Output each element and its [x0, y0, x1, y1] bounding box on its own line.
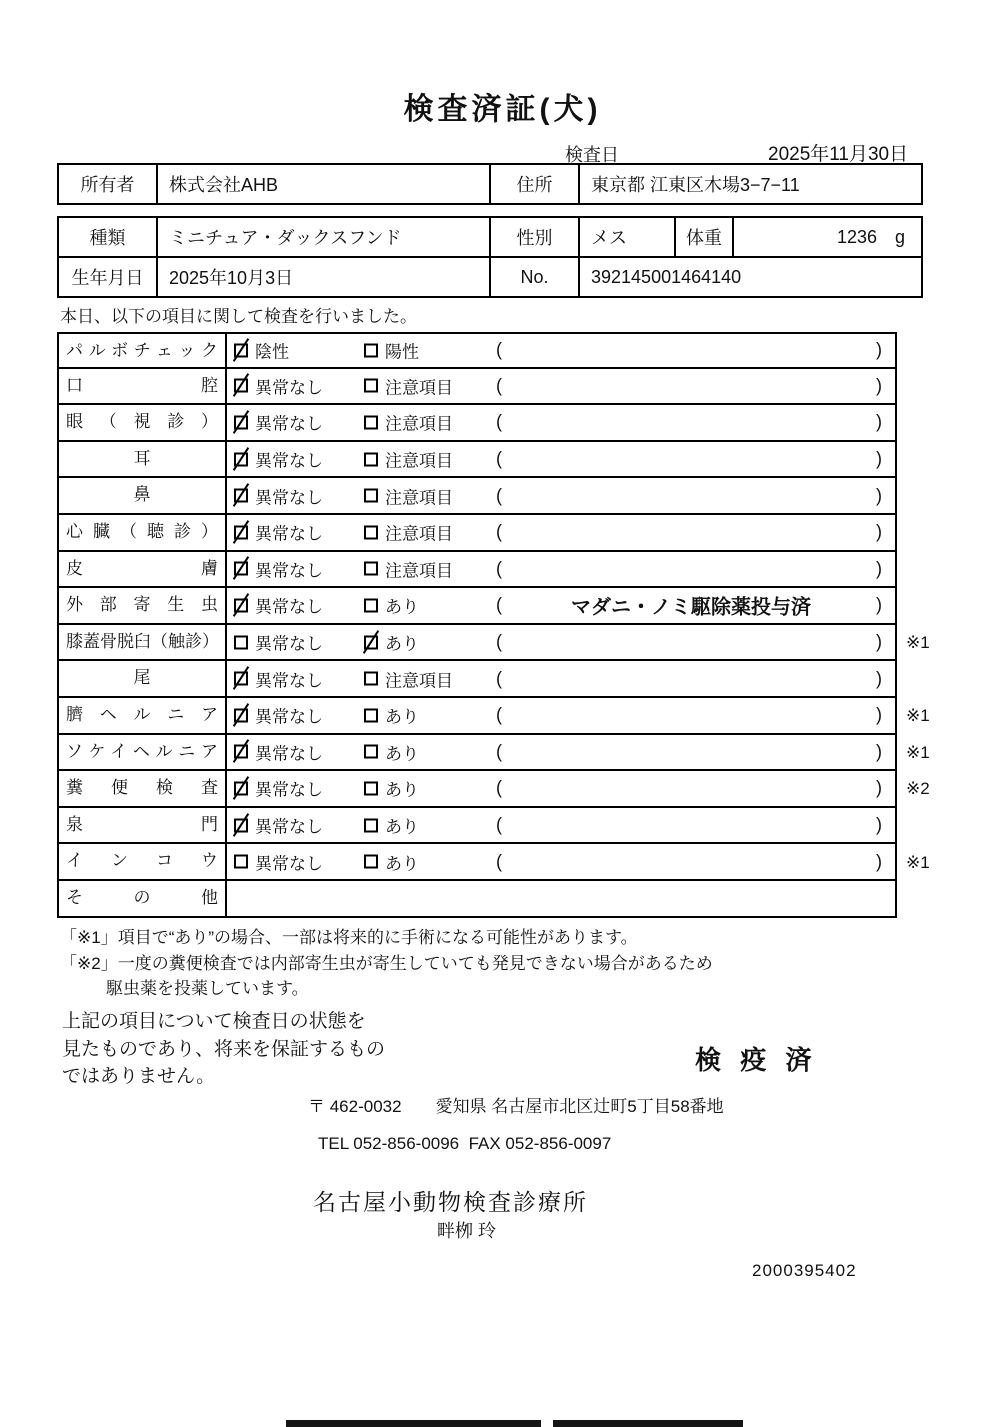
footnote-marker — [897, 588, 955, 625]
inspection-row-options — [227, 369, 897, 406]
footnote-marker — [897, 405, 955, 442]
option-2-label: あり — [385, 597, 419, 617]
inspection-item-label: 皮 膚 — [57, 552, 227, 589]
checkbox-icon — [364, 781, 378, 795]
paren-open: ( — [496, 668, 502, 689]
inspection-row — [57, 369, 955, 406]
option-1 — [234, 556, 323, 581]
option-2-label: あり — [385, 634, 419, 654]
option-1 — [234, 703, 323, 728]
option-2-label: あり — [385, 854, 419, 874]
paren-open: ( — [496, 741, 502, 762]
option-1-label: 異常なし — [255, 524, 323, 544]
checkbox-icon — [234, 781, 248, 795]
option-1 — [234, 849, 323, 874]
vet-name: 畔栁 玲 — [437, 1221, 497, 1241]
inspection-item-label: 心 臓 （ 聴 診 ） — [57, 515, 227, 552]
inspection-row — [57, 735, 955, 772]
clinic-tel-fax: TEL 052-856-0096 FAX 052-856-0097 — [318, 1134, 612, 1153]
paren-close: ) — [876, 558, 882, 579]
inspection-rows — [57, 332, 955, 918]
disclaimer-line-3: ではありません。 — [62, 1066, 216, 1087]
option-1-label: 異常なし — [255, 488, 323, 508]
option-2-label: あり — [385, 817, 419, 837]
option-1 — [234, 813, 323, 838]
footnote-2-cont: 駆虫薬を投薬しています。 — [106, 979, 309, 998]
option-1-label: 異常なし — [255, 671, 323, 691]
inspection-row-options — [227, 881, 897, 918]
checkbox-icon — [364, 489, 378, 503]
checkbox-icon — [234, 562, 248, 576]
footnote-marker — [897, 478, 955, 515]
id-number-label: No. — [489, 258, 578, 296]
inspection-item-label: イ ン コ ウ — [57, 844, 227, 881]
paren-open: ( — [496, 777, 502, 798]
paren-open: ( — [496, 411, 502, 432]
option-2-label: 陽性 — [385, 342, 419, 362]
option-1 — [234, 776, 323, 801]
inspection-row — [57, 442, 955, 479]
inspection-item-label: 眼 （ 視 診 ） — [57, 405, 227, 442]
paren-close: ) — [876, 851, 882, 872]
inspection-row-options — [227, 661, 897, 698]
option-1 — [234, 630, 323, 655]
option-2 — [364, 630, 419, 655]
checkbox-icon — [234, 598, 248, 612]
disclaimer-line-1: 上記の項目について検査日の状態を — [62, 1011, 366, 1032]
checkbox-icon — [234, 525, 248, 539]
paren-open: ( — [496, 558, 502, 579]
serial-number: 2000395402 — [752, 1261, 857, 1280]
paren-close: ) — [876, 814, 882, 835]
paren-close: ) — [876, 339, 882, 360]
checkbox-icon — [364, 452, 378, 466]
option-1 — [234, 447, 323, 472]
footnote-marker — [897, 552, 955, 589]
paren-close: ) — [876, 594, 882, 615]
pet-info-row-2 — [59, 256, 921, 296]
clinic-address: 〒 462-0032 愛知県 名古屋市北区辻町5丁目58番地 — [308, 1097, 724, 1116]
address-label: 住所 — [489, 165, 578, 203]
clinic-name: 名古屋小動物検査診療所 — [313, 1189, 588, 1215]
option-2 — [364, 373, 453, 398]
footnote-marker — [897, 661, 955, 698]
option-2 — [364, 520, 453, 545]
checkbox-icon — [364, 525, 378, 539]
option-2-label: あり — [385, 780, 419, 800]
option-1-label: 異常なし — [255, 597, 323, 617]
inspection-row — [57, 881, 955, 918]
paren-close: ) — [876, 741, 882, 762]
checkbox-icon — [364, 343, 378, 357]
inspection-item-label: そ の 他 — [57, 881, 227, 918]
footnote-marker — [897, 369, 955, 406]
inspection-row — [57, 844, 955, 881]
checkbox-icon — [364, 415, 378, 429]
option-2-label: 注意項目 — [385, 414, 453, 434]
paren-open: ( — [496, 339, 502, 360]
checkbox-icon — [234, 452, 248, 466]
paren-close: ) — [876, 448, 882, 469]
breed-label: 種類 — [89, 228, 126, 248]
option-2-label: 注意項目 — [385, 524, 453, 544]
weight-unit: g — [894, 226, 905, 247]
checkbox-icon — [364, 598, 378, 612]
footnote-marker: ※1 — [906, 706, 930, 726]
inspection-row-options — [227, 808, 897, 845]
option-1 — [234, 593, 323, 618]
inspection-row-options — [227, 478, 897, 515]
option-1-label: 異常なし — [255, 744, 323, 764]
option-2 — [364, 410, 453, 435]
option-2 — [364, 739, 419, 764]
inspection-row-options — [227, 625, 897, 662]
paren-close: ) — [876, 704, 882, 725]
inspection-row-options — [227, 698, 897, 735]
option-1-label: 異常なし — [255, 378, 323, 398]
inspection-row — [57, 332, 955, 369]
option-2-label: 注意項目 — [385, 378, 453, 398]
checkbox-icon — [234, 343, 248, 357]
page-title: 検査済証(犬) — [403, 93, 602, 126]
checkbox-icon — [364, 672, 378, 686]
address-value: 東京都 江東区木場3−7−11 — [578, 165, 921, 203]
option-1-label: 異常なし — [255, 817, 323, 837]
paren-open: ( — [496, 448, 502, 469]
inspection-item-label: パルボチェック — [57, 332, 227, 369]
option-1-label: 異常なし — [255, 414, 323, 434]
paren-close: ) — [876, 375, 882, 396]
option-2-label: 注意項目 — [385, 671, 453, 691]
inspection-row-options — [227, 844, 897, 881]
option-2-label: 注意項目 — [385, 451, 453, 471]
option-1-label: 異常なし — [255, 451, 323, 471]
option-2 — [364, 703, 419, 728]
inspection-row — [57, 515, 955, 552]
weight-label: 体重 — [674, 218, 732, 256]
checkbox-icon — [364, 379, 378, 393]
option-1-label: 異常なし — [255, 707, 323, 727]
footnote-2: 「※2」一度の糞便検査では内部寄生虫が寄生していても発見できない場合があるため — [60, 953, 713, 973]
checkbox-icon — [364, 818, 378, 832]
scan-artifact-bar — [286, 1420, 541, 1427]
option-1-label: 異常なし — [255, 780, 323, 800]
option-2-label: あり — [385, 744, 419, 764]
footnotes — [60, 925, 713, 1002]
pet-info-row-1 — [59, 218, 921, 256]
exam-date-label: 検査日 — [565, 145, 619, 165]
inspection-row-options — [227, 771, 897, 808]
footnote-marker — [897, 881, 955, 918]
disclaimer — [62, 1008, 385, 1091]
checkbox-icon — [234, 635, 248, 649]
option-2 — [364, 849, 419, 874]
option-1-label: 異常なし — [255, 561, 323, 581]
inspection-item-label: 鼻 — [57, 478, 227, 515]
inspection-item-label: ソケイヘルニア — [57, 735, 227, 772]
checkbox-icon — [234, 489, 248, 503]
inspection-item-label: 尾 — [57, 661, 227, 698]
inspection-row — [57, 588, 955, 625]
checkbox-icon — [364, 562, 378, 576]
footnote-marker: ※1 — [906, 852, 930, 872]
option-1 — [234, 739, 323, 764]
inspection-row — [57, 808, 955, 845]
inspection-row-options — [227, 405, 897, 442]
option-2-label: あり — [385, 707, 419, 727]
footnote-marker: ※2 — [906, 779, 930, 799]
paren-open: ( — [496, 814, 502, 835]
option-1 — [234, 410, 323, 435]
inspection-row — [57, 552, 955, 589]
paren-close: ) — [876, 411, 882, 432]
owner-row — [59, 165, 921, 203]
id-number-value: 392145001464140 — [578, 258, 921, 296]
weight-cell — [732, 218, 921, 256]
inspection-row-options — [227, 515, 897, 552]
option-2 — [364, 447, 453, 472]
option-2 — [364, 338, 419, 363]
owner-table — [57, 163, 923, 205]
option-1 — [234, 483, 323, 508]
owner-value: 株式会社AHB — [156, 165, 489, 203]
option-2 — [364, 483, 453, 508]
footnote-marker — [897, 442, 955, 479]
inspection-row-options — [227, 332, 897, 369]
paren-open: ( — [496, 631, 502, 652]
inspection-row-options — [227, 588, 897, 625]
checkbox-icon — [234, 415, 248, 429]
inspection-row-options — [227, 552, 897, 589]
inspection-item-label: 泉 門 — [57, 808, 227, 845]
option-2-label: 注意項目 — [385, 561, 453, 581]
disclaimer-line-2: 見たものであり、将来を保証するもの — [62, 1038, 386, 1060]
quarantine-stamp: 検 疫 済 — [695, 1045, 818, 1075]
pet-info-table — [57, 216, 923, 298]
checkbox-icon — [234, 818, 248, 832]
inspection-row — [57, 625, 955, 662]
paren-close: ) — [876, 631, 882, 652]
inspection-item-label: 外 部 寄 生 虫 — [57, 588, 227, 625]
inspection-item-label: 糞 便 検 査 — [57, 771, 227, 808]
option-1 — [234, 666, 323, 691]
paren-close: ) — [876, 485, 882, 506]
weight-value: 1236 — [836, 226, 877, 247]
option-1-label: 陰性 — [255, 342, 289, 362]
inspection-row — [57, 405, 955, 442]
option-2 — [364, 556, 453, 581]
scan-artifact-bar — [553, 1420, 743, 1427]
paren-close: ) — [876, 521, 882, 542]
footnote-marker — [897, 808, 955, 845]
inspection-row — [57, 661, 955, 698]
remark-text: マダニ・ノミ駆除薬投与済 — [571, 596, 811, 619]
paren-open: ( — [496, 851, 502, 872]
option-1-label: 異常なし — [255, 854, 323, 874]
owner-label: 所有者 — [80, 175, 135, 195]
option-1 — [234, 338, 289, 363]
checkbox-icon — [364, 855, 378, 869]
checkbox-icon — [364, 745, 378, 759]
paren-close: ) — [876, 668, 882, 689]
checkbox-icon — [234, 745, 248, 759]
inspection-row — [57, 698, 955, 735]
inspection-table — [57, 332, 955, 918]
checkbox-icon — [234, 855, 248, 869]
option-2 — [364, 666, 453, 691]
paren-open: ( — [496, 375, 502, 396]
paren-close: ) — [876, 777, 882, 798]
footnote-marker: ※1 — [906, 742, 930, 762]
footnote-marker: ※1 — [906, 633, 930, 653]
birthdate-label: 生年月日 — [71, 268, 144, 288]
checkbox-icon — [234, 708, 248, 722]
footnote-marker — [897, 332, 955, 369]
inspection-row — [57, 771, 955, 808]
paren-open: ( — [496, 521, 502, 542]
checkbox-icon — [364, 635, 378, 649]
inspection-row — [57, 478, 955, 515]
birthdate-value: 2025年10月3日 — [156, 258, 489, 296]
sex-value: メス — [578, 218, 674, 256]
sex-label: 性別 — [489, 218, 578, 256]
option-2 — [364, 776, 419, 801]
inspection-row-options — [227, 735, 897, 772]
option-2-label: 注意項目 — [385, 488, 453, 508]
option-2 — [364, 593, 419, 618]
paren-open: ( — [496, 485, 502, 506]
inspection-item-label: 臍 ヘ ル ニ ア — [57, 698, 227, 735]
option-2 — [364, 813, 419, 838]
paren-open: ( — [496, 704, 502, 725]
checkbox-icon — [234, 672, 248, 686]
intro-text: 本日、以下の項目に関して検査を行いました。 — [60, 307, 417, 326]
option-1 — [234, 373, 323, 398]
inspection-row-options — [227, 442, 897, 479]
footnote-1: 「※1」項目で“あり”の場合、一部は将来的に手術になる可能性があります。 — [60, 928, 638, 947]
option-1-label: 異常なし — [255, 634, 323, 654]
checkbox-icon — [234, 379, 248, 393]
breed-value: ミニチュア・ダックスフンド — [156, 218, 489, 256]
footnote-marker — [897, 515, 955, 552]
exam-date-value: 2025年11月30日 — [768, 144, 909, 165]
inspection-item-label: 耳 — [57, 442, 227, 479]
inspection-item-label: 膝蓋骨脱臼（触診） — [57, 625, 227, 662]
option-1 — [234, 520, 323, 545]
checkbox-icon — [364, 708, 378, 722]
inspection-item-label: 口 腔 — [57, 369, 227, 406]
paren-open: ( — [496, 594, 502, 615]
